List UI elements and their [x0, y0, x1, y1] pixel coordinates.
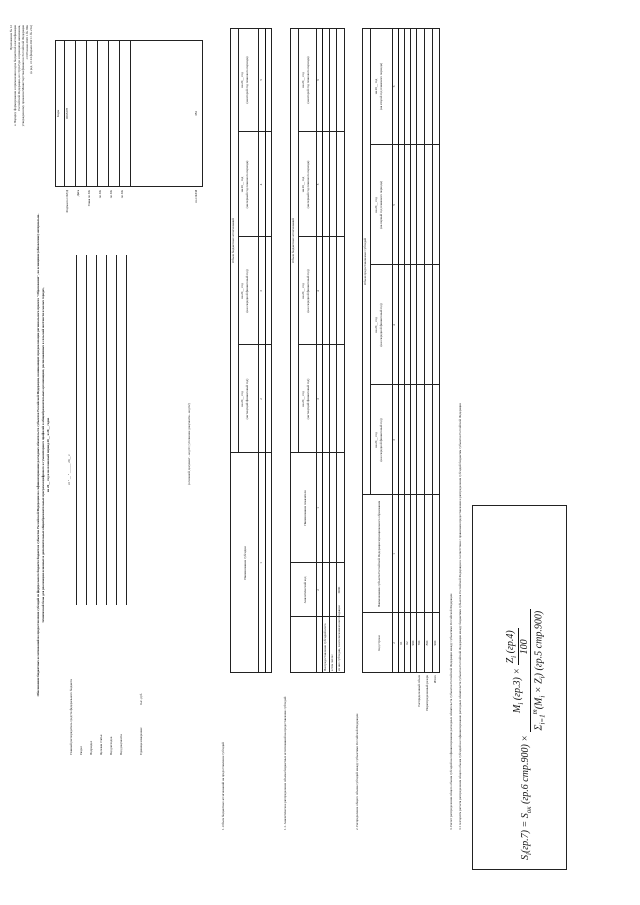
s11-col-d: на 20__ год	[301, 72, 305, 88]
appendix-line-4: утвержденному приказом Министерства финансов Российской Федерации	[21, 25, 25, 127]
f-num-m-arg: (гр.3) ×	[511, 667, 523, 701]
appendix-line-6: (в ред. от 24 февраля 2021 г. № 21н)	[29, 25, 33, 74]
s1-col-d-sub: (на второй год планового периода)	[245, 56, 249, 104]
s1-num-2: 2	[259, 398, 263, 400]
section2-title: 2. Распределение общего объема субсидий между субъектами Российской Федерации	[355, 713, 359, 830]
s2-total3-code: 900	[433, 640, 437, 646]
s11-num-3: 3	[316, 398, 320, 400]
s2-col-b-sub: (на очередной финансовый год)	[379, 303, 383, 347]
s2-col-d: на 20__ год	[374, 78, 378, 95]
s1-num-4: 4	[259, 183, 263, 186]
s2-row-code-2: 02	[405, 641, 409, 645]
f-den-z-sub: i	[538, 676, 547, 679]
s1-num-3: 3	[259, 290, 263, 292]
s11-row-total: На предоставление субсидий всего	[323, 623, 327, 671]
s1-col-a-sub: (на текущий финансовый год)	[245, 378, 249, 420]
s2-num-4: 4	[392, 324, 396, 326]
date-line: от " __ " ______ 20__ г.	[67, 453, 71, 485]
appendix-line-3: Российской Федерации, их структуре и принципах назначения,	[17, 25, 21, 111]
s11-col-a-sub: (на текущий финансовый год)	[306, 378, 310, 420]
form-okud-code: 0505378	[65, 107, 69, 120]
razdel-label: Раздел	[79, 745, 83, 755]
s11-num-4: 4	[316, 290, 320, 292]
f-den-end: ) (гр.5 стр.900)	[533, 610, 545, 677]
f-num-m-sub: i	[516, 702, 525, 705]
unit-value: тыс. руб.	[139, 692, 143, 705]
s11-num-6: 6	[316, 79, 320, 81]
f-lhs-arg: (гр.7) = S	[519, 813, 531, 854]
codes-box	[55, 40, 203, 187]
s1-col-b-sub: (на очередной финансовый год)	[245, 269, 249, 313]
form-title-line-2: технической базы для реализации основных и дополнительных общеобразовательных программ цифрового и гуманитарного профилей в общеобразовательных организациях, расположенных в сельской местности и малых городах,	[41, 287, 45, 623]
s11-col-c: на 20__ год	[301, 176, 305, 193]
s11-col-d-sub: (на второй год планового периода)	[306, 56, 310, 104]
doc-label: Вид документа	[119, 734, 123, 755]
chapter-label: Глава по БК	[87, 190, 91, 207]
f-sum: Σ	[533, 724, 545, 731]
s2-total1-code: 700	[417, 640, 421, 646]
f-den-m: (M	[533, 697, 545, 710]
s2-vol-header: Объем предоставляемых субсидий	[363, 237, 367, 286]
formula-numerator	[505, 609, 531, 733]
date-label: Дата	[76, 190, 80, 197]
unit-label: Единица измерения:	[139, 727, 143, 755]
s1-col-a: на 20__ год	[240, 391, 244, 407]
section1-title: 1. Объем бюджетных ассигнований на предоставление субсидий	[221, 742, 225, 830]
s11-col-a: на 20__ год	[301, 391, 305, 407]
gr-label: Главный распорядитель средств федерального бюджета	[69, 679, 73, 755]
f-sum-sup: m	[531, 709, 539, 715]
okei-label: по ОКЕИ	[194, 190, 198, 203]
codes-header: Коды	[56, 109, 60, 118]
s11-row-incl: в том числе:	[330, 654, 334, 671]
vr-label: Вид расходов	[109, 736, 113, 755]
bk-label-1: по БК	[98, 190, 102, 199]
inner-num	[505, 628, 519, 665]
s11-col-code: Аналитический код	[303, 576, 307, 604]
doc-type-caption: (основной документ - код 01; уточнение документа - код 02)	[187, 403, 191, 485]
s2-num-2: 2	[392, 642, 396, 644]
form-title-line-1: Обоснование бюджетных ассигнований на предоставление субсидий из федерального бюджета бюджетам субъектов Российской Федерации на софинансирование расходных обязательств субъектов Российской Федерации, возникающих при реализации регионального проекта "Образование", на оснащение (обновление) материально-	[36, 213, 40, 697]
f-den-times: ×	[533, 686, 545, 694]
bk-label-2: по БК	[109, 190, 113, 199]
f-z: Z	[505, 657, 516, 664]
s2-row-code-1: 01	[399, 641, 403, 645]
s2-num-5: 5	[392, 204, 396, 206]
appendix-line-1: Приложение № 12	[9, 25, 13, 50]
f-z-sub: i	[510, 655, 518, 658]
s1-num-5: 5	[259, 79, 263, 81]
s2-total1-label: Распределенный объем	[417, 675, 421, 707]
inner-fraction	[505, 628, 530, 665]
s2-num-1: 1	[392, 553, 396, 555]
s11-num-5: 5	[316, 183, 320, 186]
s1-num-1: 1	[259, 562, 263, 564]
s2-num-6: 6	[392, 85, 396, 88]
f-sum-sub: i=1	[538, 714, 547, 725]
s11-col-b: на 20__ год	[301, 283, 305, 299]
s2-col-d-sub: (на второй год планового периода)	[379, 63, 383, 110]
s11-row-excl: из них субсидии, за исключением консолидации	[337, 605, 341, 671]
f-lhs: S	[519, 855, 531, 860]
section11-title: 1.1. Аналитическое распределение объема бюджетных ассигнований на предоставление субсидий	[283, 696, 287, 830]
s11-num-1: 1	[316, 507, 320, 509]
f-hundred: 100	[519, 639, 530, 655]
s2-col-code: Код строки	[377, 635, 381, 651]
s2-total3-label: Итого	[433, 675, 437, 684]
form-title-line-3: на 20__ год и на плановый период 20__ и 20__ годов	[46, 417, 50, 493]
s2-col-a-sub: (на очередной финансовый год)	[379, 418, 383, 462]
s2-col-name: Наименование субъекта Российской Федерации/муниципального образования	[377, 500, 381, 608]
s2-total2-code: 800	[425, 640, 429, 646]
s1-col-c: на 20__ год	[240, 176, 244, 193]
formula	[505, 609, 546, 860]
s2-col-c-sub: (на первый год планового периода)	[379, 181, 383, 229]
section3-subtitle: 3.1 Алгоритм расчета распределения общего объема субсидий на софинансирование расходных обязательств субъектов Российской Федерации между бюджетами субъектов Российской Федерации в соответствии с правилами предоставления и распределения субсидий бюджетам субъектов Российской Федерации	[458, 403, 462, 830]
appendix-line-2: к Порядку формирования и применения кодов бюджетной классификации	[13, 25, 17, 126]
s2-col-b: на 20__ год	[374, 317, 378, 333]
csr-label: Целевая статья	[99, 734, 103, 755]
podrazdel-label: Подраздел	[89, 740, 93, 755]
formula-denominator	[531, 609, 546, 733]
appendix-line-5: от 08 июня 2020 г. № 99н	[25, 25, 29, 60]
s2-col-a: на 20__ год	[374, 432, 378, 448]
s1-col-b: на 20__ год	[240, 283, 244, 299]
form-okud-label: Форма по ОКУД	[65, 190, 69, 213]
s2-row-code-3: 900	[411, 640, 415, 646]
s2-num-3: 3	[392, 439, 396, 441]
s1-col-name: Наименование субсидии	[243, 546, 247, 580]
s1-vol-header: Объем бюджетных ассигнований	[231, 218, 235, 263]
okei-code: 384	[194, 111, 198, 116]
section2-table	[362, 28, 440, 673]
section3-title: 3. Расчет распределения общего объема субсидий на софинансирование расходных обязательств субъектов Российской Федерации между субъектами Российской Федерации	[449, 593, 453, 830]
s11-row-code: 0000	[337, 586, 341, 594]
f-den-z: Z	[533, 678, 545, 684]
formula-fraction	[505, 609, 546, 733]
s11-col-name: Наименование показателя	[303, 490, 307, 526]
s11-col-b-sub: (на очередной финансовый год)	[306, 269, 310, 313]
bk-label-3: по БК	[120, 190, 124, 199]
f-s-arg: (гр.6 стр.900) ×	[519, 734, 531, 804]
f-lhs-sub: i	[524, 853, 533, 855]
s11-num-2: 2	[316, 589, 320, 591]
f-z-arg: (гр.4)	[505, 630, 516, 654]
s11-vol-header: Объем бюджетных ассигнований	[291, 218, 295, 263]
s1-col-c-sub: (на первый год планового периода)	[245, 160, 249, 209]
f-num-m: M	[511, 704, 523, 713]
s2-total2-label: Нераспределенный резерв	[425, 675, 429, 711]
s1-col-d: на 20__ год	[240, 72, 244, 88]
s2-col-c: на 20__ год	[374, 197, 378, 213]
f-s-sub: ок	[524, 806, 533, 814]
s11-col-c-sub: (на первый год планового периода)	[306, 160, 310, 209]
f-den-m-sub: i	[538, 695, 547, 698]
